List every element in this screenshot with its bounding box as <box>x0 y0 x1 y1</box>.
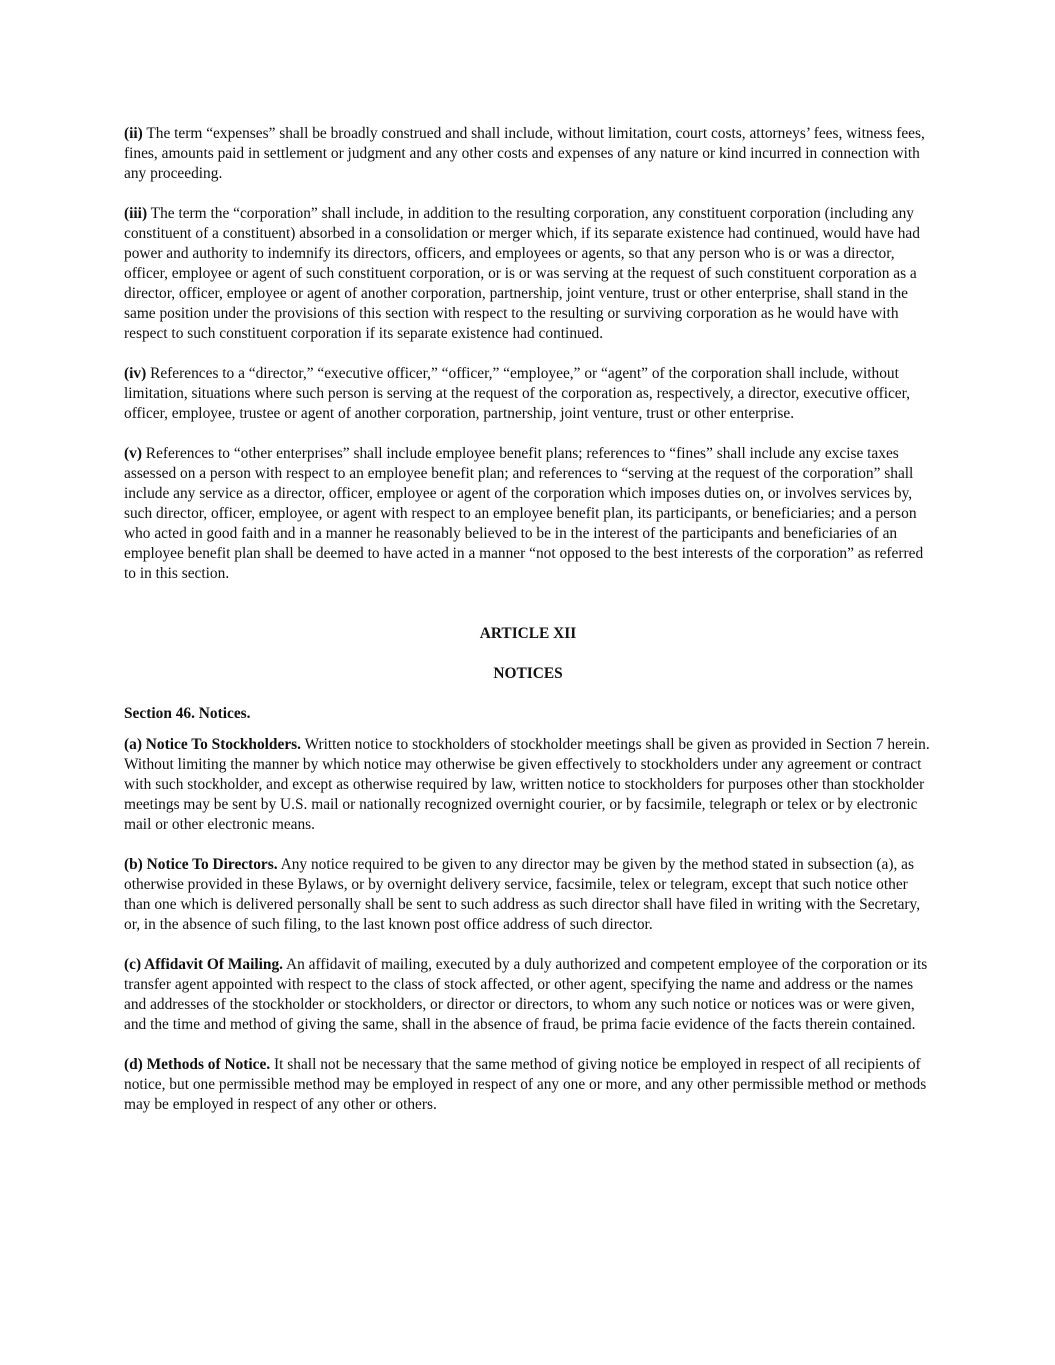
article-number: ARTICLE XII <box>479 625 577 642</box>
section-heading: Section 46. Notices. <box>124 705 251 722</box>
subsection-label: (b) Notice To Directors. <box>124 856 278 873</box>
subsection-a <box>124 735 932 835</box>
definition-text: References to “other enterprises” shall include employee benefit plans; references to “fines” shall include any excise taxes assessed on a person with respect to an employee benefit plan; and references to “serving at the request of the corporation” shall include any service as a director, officer, employee or agent of the corporation which imposes duties on, or involves services by, such director, officer, employee, or agent with respect to an employee benefit plan, its participants, or beneficiaries; and a person who acted in good faith and in a manner he reasonably believed to be in the interest of the participants and beneficiaries of an employee benefit plan shall be deemed to have acted in a manner “not opposed to the best interests of the corporation” as referred to in this section. <box>124 445 924 582</box>
definition-label: (v) <box>124 445 142 462</box>
subsection-c <box>124 955 932 1035</box>
definition-label: (iii) <box>124 205 148 222</box>
article-title: NOTICES <box>493 665 563 682</box>
subsection-text: Written notice to stockholders of stockholder meetings shall be given as provided in Section 7 herein. Without limiting the manner by which notice may otherwise be given effectively to stockholders under any agreement or contract with such stockholder, and except as otherwise required by law, written notice to stockholders for purposes other than stockholder meetings may be sent by U.S. mail or nationally recognized overnight courier, or by facsimile, telegraph or telex or by electronic mail or other electronic means. <box>124 736 930 833</box>
definition-iv <box>124 364 932 424</box>
subsection-label: (d) Methods of Notice. <box>124 1056 271 1073</box>
subsection-label: (c) Affidavit Of Mailing. <box>124 956 284 973</box>
definition-text: The term the “corporation” shall include, in addition to the resulting corporation, any constituent corporation (including any constituent of a constituent) absorbed in a consolidation or merger which, if its separate existence had continued, would have had power and authority to indemnify its directors, officers, and employees or agents, so that any person who is or was a director, officer, employee or agent of such constituent corporation, or is or was serving at the request of such constituent corporation as a director, officer, employee or agent of another corporation, partnership, joint venture, trust or other enterprise, shall stand in the same position under the provisions of this section with respect to the resulting or surviving corporation as he would have with respect to such constituent corporation if its separate existence had continued. <box>124 205 920 342</box>
subsection-text: An affidavit of mailing, executed by a duly authorized and competent employee of the corporation or its transfer agent appointed with respect to the class of stock affected, or other agent, specifying the name and address or the names and addresses of the stockholder or stockholders, or director or directors, to whom any such notice or notices was or were given, and the time and method of giving the same, shall in the absence of fraud, be prima facie evidence of the facts therein contained. <box>124 956 928 1033</box>
definition-text: The term “expenses” shall be broadly construed and shall include, without limitation, court costs, attorneys’ fees, witness fees, fines, amounts paid in settlement or judgment and any other costs and expenses of any nature or kind incurred in connection with any proceeding. <box>124 125 925 182</box>
definition-ii <box>124 124 932 184</box>
definition-label: (ii) <box>124 125 143 142</box>
definition-v <box>124 444 932 584</box>
subsection-text: It shall not be necessary that the same method of giving notice be employed in respect of all recipients of notice, but one permissible method may be employed in respect of any one or more, and any other permissible method or methods may be employed in respect of any other or others. <box>124 1056 927 1113</box>
definition-iii <box>124 204 932 344</box>
subsection-text: Any notice required to be given to any director may be given by the method stated in subsection (a), as otherwise provided in these Bylaws, or by overnight delivery service, facsimile, telex or telegram, except that such notice other than one which is delivered personally shall be sent to such address as such director shall have filed in writing with the Secretary, or, in the absence of such filing, to the last known post office address of such director. <box>124 856 921 933</box>
document-page <box>124 124 932 1115</box>
definition-label: (iv) <box>124 365 147 382</box>
subsection-label: (a) Notice To Stockholders. <box>124 736 301 753</box>
subsection-d <box>124 1055 932 1115</box>
subsection-b <box>124 855 932 935</box>
definition-text: References to a “director,” “executive officer,” “officer,” “employee,” or “agent” of the corporation shall include, without limitation, situations where such person is serving at the request of the corporation as, respectively, a director, executive officer, officer, employee, trustee or agent of another corporation, partnership, joint venture, trust or other enterprise. <box>124 365 910 422</box>
